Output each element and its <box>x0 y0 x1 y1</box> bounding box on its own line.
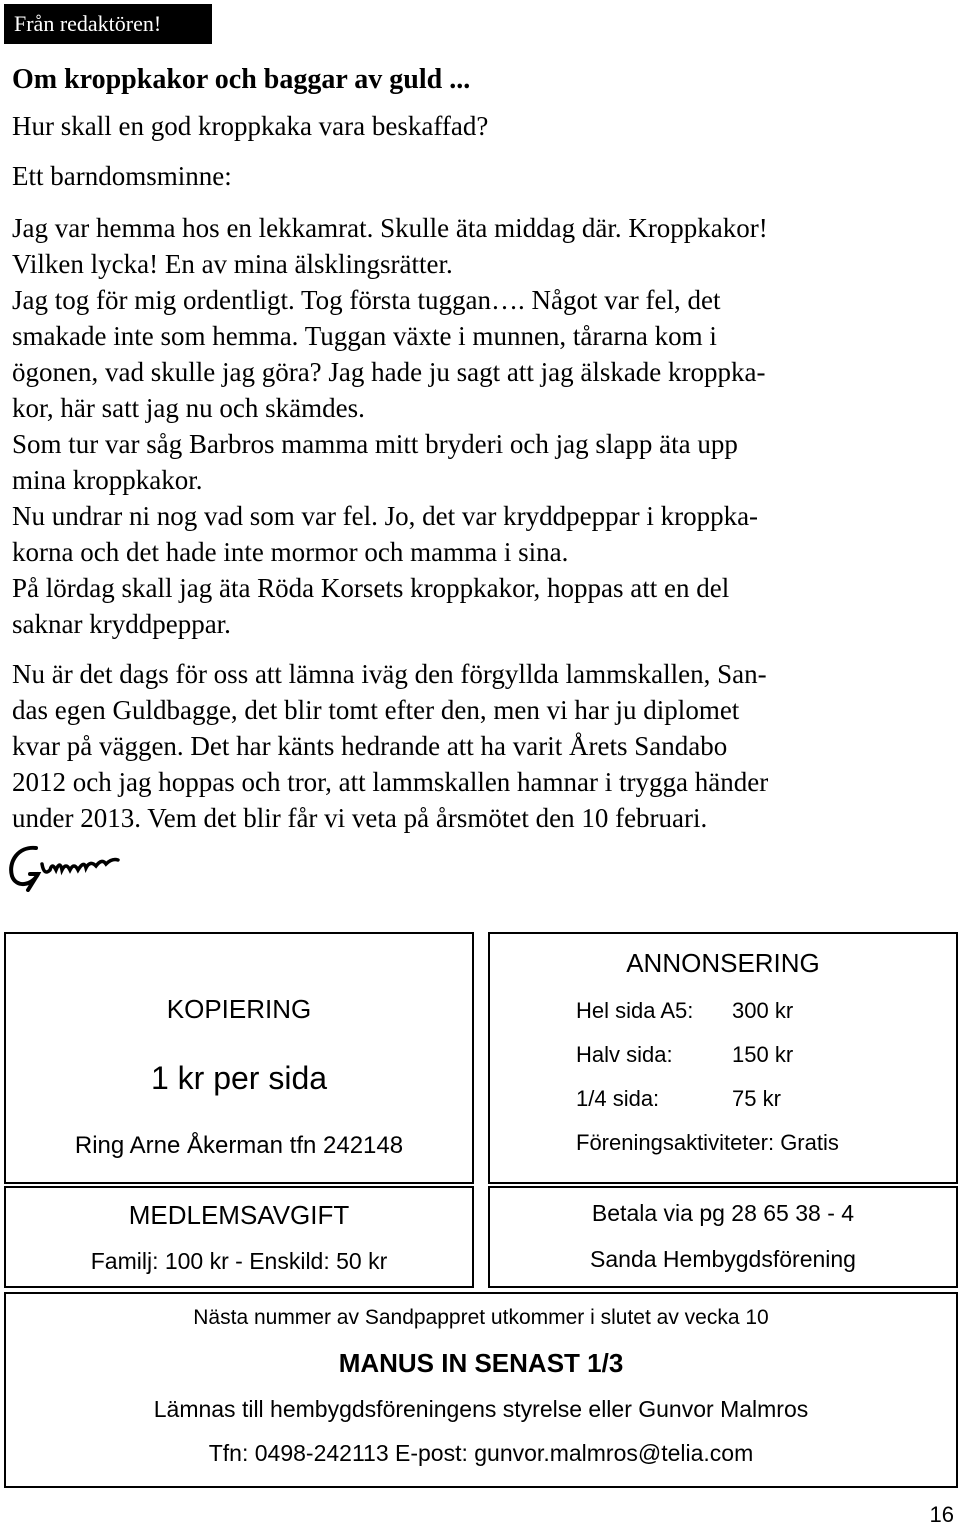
copying-box <box>4 932 474 1184</box>
story-line: mina kroppkakor. <box>12 465 203 495</box>
ads-row-price: 75 kr <box>732 1086 781 1111</box>
payment-recipient: Sanda Hembygdsförening <box>590 1246 856 1272</box>
ads-row-price: 300 kr <box>732 998 794 1023</box>
article-title: Om kroppkakor och baggar av guld ... <box>12 64 471 95</box>
story-line: På lördag skall jag äta Röda Korsets kroppkakor, hoppas att en del <box>12 573 730 603</box>
handwritten-signature <box>6 840 146 892</box>
story-line: Vilken lycka! En av mina älsklingsrätter. <box>12 249 453 279</box>
payment-box <box>488 1186 958 1288</box>
closing-line: das egen Guldbagge, det blir tomt efter den, men vi har ju diplomet <box>12 695 740 725</box>
page-number: 16 <box>929 1502 954 1527</box>
article-intro: Ett barndomsminne: <box>12 161 232 191</box>
story-line: Nu undrar ni nog vad som var fel. Jo, det var kryddpeppar i kroppka- <box>12 501 759 531</box>
story-line: Jag var hemma hos en lekkamrat. Skulle äta middag där. Kroppkakor! <box>12 213 768 243</box>
next-issue-box <box>4 1292 958 1488</box>
ads-heading: ANNONSERING <box>626 948 820 978</box>
story-line: Jag tog för mig ordentligt. Tog första tuggan…. Något var fel, det <box>12 285 721 315</box>
story-line: Som tur var såg Barbros mamma mitt bryderi och jag slapp äta upp <box>12 429 738 459</box>
membership-heading: MEDLEMSAVGIFT <box>128 1200 350 1230</box>
story-line: ögonen, vad skulle jag göra? Jag hade ju sagt att jag älskade kroppka- <box>12 357 766 387</box>
payment-account: Betala via pg 28 65 38 - 4 <box>591 1200 855 1226</box>
article-story <box>12 210 768 642</box>
ads-free-line: Föreningsaktiviteter: Gratis <box>576 1130 839 1155</box>
story-line: smakade inte som hemma. Tuggan växte i munnen, tårarna kom i <box>12 321 717 351</box>
copying-price: 1 kr per sida <box>150 1060 328 1096</box>
copying-heading: KOPIERING <box>166 994 312 1024</box>
closing-line: kvar på väggen. Det har känts hedrande att ha varit Årets Sandabo <box>12 731 728 761</box>
ads-row-price: 150 kr <box>732 1042 794 1067</box>
closing-line: 2012 och jag hoppas och tror, att lammskallen hamnar i trygga händer <box>12 767 769 797</box>
manuscript-deadline: MANUS IN SENAST 1/3 <box>338 1348 624 1378</box>
membership-box <box>4 1186 474 1288</box>
section-tag: Från redaktören! <box>4 4 212 44</box>
ads-row-label: Hel sida A5: <box>576 998 694 1023</box>
contact-info: Tfn: 0498-242113 E-post: gunvor.malmros@telia.com <box>208 1440 754 1466</box>
article-closing <box>12 656 768 836</box>
copying-contact: Ring Arne Åkerman tfn 242148 <box>74 1132 404 1159</box>
next-issue-line: Nästa nummer av Sandpappret utkommer i slutet av vecka 10 <box>193 1306 769 1329</box>
submission-info: Lämnas till hembygdsföreningens styrelse eller Gunvor Malmros <box>153 1396 809 1422</box>
ads-row-label: 1/4 sida: <box>576 1086 660 1111</box>
ads-box <box>488 932 958 1184</box>
article-question: Hur skall en god kroppkaka vara beskaffad? <box>12 111 489 141</box>
closing-line: under 2013. Vem det blir får vi veta på årsmötet den 10 februari. <box>12 803 708 833</box>
ads-row-label: Halv sida: <box>576 1042 673 1067</box>
story-line: kor, här satt jag nu och skämdes. <box>12 393 365 423</box>
story-line: saknar kryddpeppar. <box>12 609 231 639</box>
membership-fees: Familj: 100 kr - Enskild: 50 kr <box>90 1248 388 1274</box>
story-line: korna och det hade inte mormor och mamma i sina. <box>12 537 569 567</box>
closing-line: Nu är det dags för oss att lämna iväg den förgyllda lammskallen, San- <box>12 659 767 689</box>
